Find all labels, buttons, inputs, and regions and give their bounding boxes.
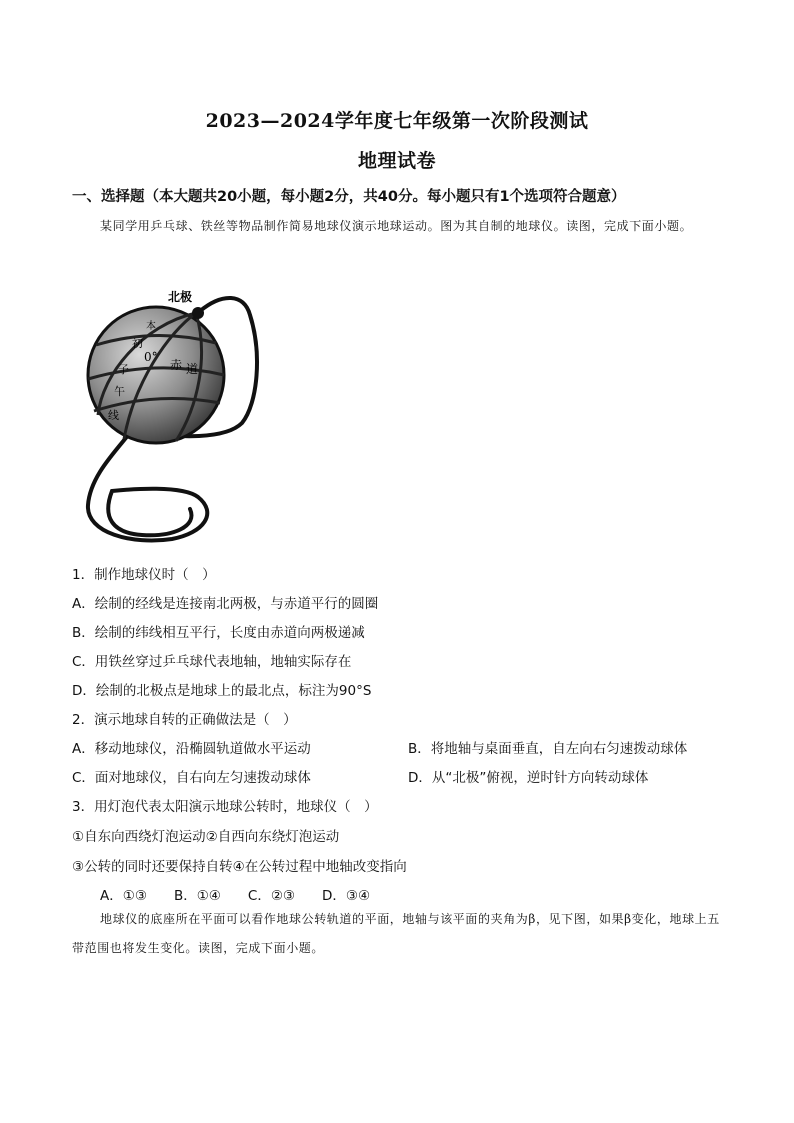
meridian-char: 本 (146, 321, 156, 332)
equator-char: 赤 (170, 358, 183, 372)
section-heading: 一、选择题（本大题共20小题，每小题2分，共40分。每小题只有1个选项符合题意） (72, 189, 626, 205)
option-d: D．从“北极”俯视，逆时针方向转动球体 (408, 770, 649, 786)
question-stem: 2．演示地球自转的正确做法是（ ） (72, 712, 297, 728)
option-c: C．用铁丝穿过乒乓球代表地轴，地轴实际存在 (72, 654, 352, 670)
meridian-char: 线 (108, 409, 119, 422)
section-intro: 地球仪的底座所在平面可以看作地球公转轨道的平面，地轴与该平面的夹角为β，见下图，如果β变化，地球上五带范围也将发生变化。读图，完成下面小题。 (72, 912, 720, 955)
meridian-char: 初 (132, 337, 143, 350)
option-a: A．绘制的经线是连接南北两极，与赤道平行的圆圈 (72, 596, 379, 612)
section-intro: 某同学用乒乓球、铁丝等物品制作简易地球仪演示地球运动。图为其自制的地球仪。读图，完成下面小题。 (100, 219, 693, 233)
option-d: D．绘制的北极点是地球上的最北点，标注为90°S (72, 683, 372, 699)
equator-char: 道 (186, 362, 199, 376)
statement-line: ①自东向西绕灯泡运动②自西向东绕灯泡运动 (72, 829, 340, 845)
option-b: B．绘制的纬线相互平行，长度由赤道向两极递减 (72, 625, 365, 641)
question-stem: 3．用灯泡代表太阳演示地球公转时，地球仪（ ） (72, 799, 378, 815)
question-stem: 1．制作地球仪时（ ） (72, 567, 216, 583)
globe-figure (72, 283, 272, 543)
page-title: 2023—2024学年度七年级第一次阶段测试 (205, 110, 589, 132)
zero-degree-label: 0° (144, 350, 158, 364)
option-b: B．将地轴与桌面垂直，自左向右匀速拨动球体 (408, 741, 688, 757)
page-subtitle: 地理试卷 (357, 150, 436, 172)
option-a: A．移动地球仪，沿椭圆轨道做水平运动 (72, 741, 311, 757)
meridian-char: 午 (114, 385, 125, 398)
north-pole-label: 北极 (168, 290, 193, 304)
meridian-char: 子 (118, 363, 129, 376)
option-c: C．面对地球仪，自右向左匀速拨动球体 (72, 770, 311, 786)
answer-choices: A．①③ B．①④ C．②③ D．③④ (100, 888, 371, 904)
statement-line: ③公转的同时还要保持自转④在公转过程中地轴改变指向 (72, 859, 407, 875)
